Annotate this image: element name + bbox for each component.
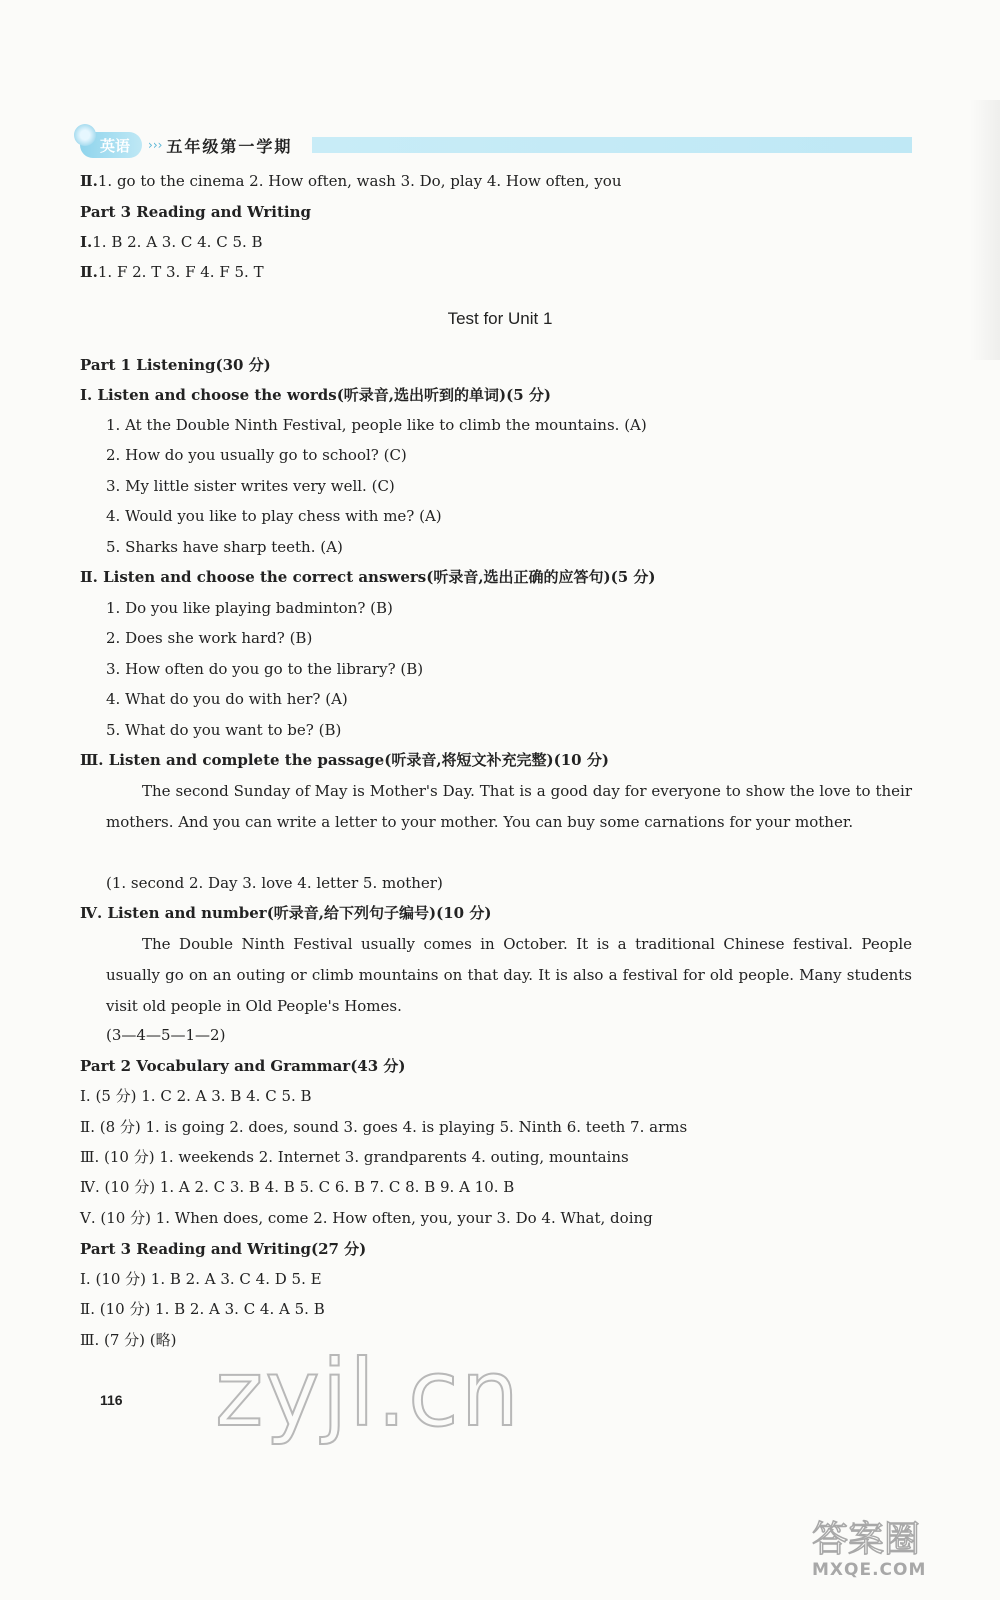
- prev-answer-line: [80, 262, 264, 282]
- answer-line: Ⅰ. (5 分) 1. C 2. A 3. B 4. C 5. B: [80, 1087, 312, 1105]
- answer-text: 1. go to the cinema 2. How often, wash 3. Do, play 4. How often, you: [97, 172, 622, 190]
- section-heading: Ⅲ. Listen and complete the passage(听录音,将短文补充完整)(10 分): [80, 751, 609, 769]
- header-stripe: [312, 137, 912, 153]
- list-item: 4. Would you like to play chess with me? (A): [106, 507, 442, 525]
- subject-badge: [80, 132, 142, 158]
- watermark: zyjl.cn: [215, 1340, 521, 1447]
- header-title: 五年级第一学期: [166, 136, 293, 156]
- list-item: 1. Do you like playing badminton? (B): [106, 599, 393, 617]
- sun-icon: [74, 124, 96, 146]
- corner-logo: [812, 1520, 972, 1590]
- page-header: [80, 130, 912, 160]
- roman-label: Ⅱ.: [80, 263, 98, 281]
- list-item: 4. What do you do with her? (A): [106, 690, 348, 708]
- answer-line: Ⅱ. (8 分) 1. is going 2. does, sound 3. goes 4. is playing 5. Ninth 6. teeth 7. arms: [80, 1118, 688, 1136]
- section-heading: Ⅱ. Listen and choose the correct answers(听录音,选出正确的应答句)(5 分): [80, 568, 656, 586]
- list-item: 1. At the Double Ninth Festival, people like to climb the mountains. (A): [106, 416, 647, 434]
- answer-line: (3—4—5—1—2): [106, 1026, 226, 1044]
- passage: The Double Ninth Festival usually comes in October. It is a traditional Chinese festival. People usually go on an outing or climb mountains on that day. It is also a festival for old people. Many students visit old people in Old People's Homes.: [106, 935, 912, 1015]
- list-item: 3. My little sister writes very well. (C): [106, 477, 395, 495]
- chevron-right-icon: ›››: [148, 138, 163, 152]
- answer-line: Ⅰ. (10 分) 1. B 2. A 3. C 4. D 5. E: [80, 1270, 322, 1288]
- list-item: 2. Does she work hard? (B): [106, 629, 313, 647]
- roman-label: Ⅰ.: [80, 233, 93, 251]
- section-heading: Ⅳ. Listen and number(听录音,给下列句子编号)(10 分): [80, 904, 492, 922]
- answer-text: 1. F 2. T 3. F 4. F 5. T: [97, 263, 264, 281]
- answer-line: Ⅳ. (10 分) 1. A 2. C 3. B 4. B 5. C 6. B 7. C 8. B 9. A 10. B: [80, 1178, 515, 1196]
- part-heading: Part 3 Reading and Writing: [80, 203, 311, 221]
- list-item: 5. What do you want to be? (B): [106, 721, 342, 739]
- list-item: 2. How do you usually go to school? (C): [106, 446, 407, 464]
- subject-label: 英语: [100, 136, 131, 155]
- answer-text: 1. B 2. A 3. C 4. C 5. B: [92, 233, 263, 251]
- answer-line: (1. second 2. Day 3. love 4. letter 5. mother): [106, 874, 443, 892]
- corner-logo-domain: MXQE.COM: [812, 1560, 927, 1580]
- roman-label: Ⅱ.: [80, 172, 98, 190]
- part-heading: Part 1 Listening(30 分): [80, 356, 271, 374]
- list-item: 5. Sharks have sharp teeth. (A): [106, 538, 343, 556]
- part-heading: Part 2 Vocabulary and Grammar(43 分): [80, 1057, 406, 1075]
- page-number: 116: [100, 1392, 123, 1408]
- list-item: 3. How often do you go to the library? (B): [106, 660, 424, 678]
- test-title: Test for Unit 1: [447, 309, 553, 328]
- prev-answer-line: [80, 171, 621, 191]
- corner-logo-chars: 答案圈: [812, 1519, 921, 1560]
- answer-line: Ⅴ. (10 分) 1. When does, come 2. How often, you, your 3. Do 4. What, doing: [80, 1209, 653, 1227]
- answer-line: Ⅲ. (10 分) 1. weekends 2. Internet 3. grandparents 4. outing, mountains: [80, 1148, 629, 1166]
- answer-line: Ⅱ. (10 分) 1. B 2. A 3. C 4. A 5. B: [80, 1300, 325, 1318]
- answer-line: Ⅲ. (7 分) (略): [80, 1331, 177, 1349]
- section-heading: Ⅰ. Listen and choose the words(听录音,选出听到的单词)(5 分): [80, 386, 551, 404]
- part-heading: Part 3 Reading and Writing(27 分): [80, 1240, 367, 1258]
- passage: The second Sunday of May is Mother's Day. That is a good day for everyone to show the love to their mothers. And you can write a letter to your mother. You can buy some carnations for your mother.: [106, 782, 912, 831]
- prev-answer-line: [80, 232, 263, 252]
